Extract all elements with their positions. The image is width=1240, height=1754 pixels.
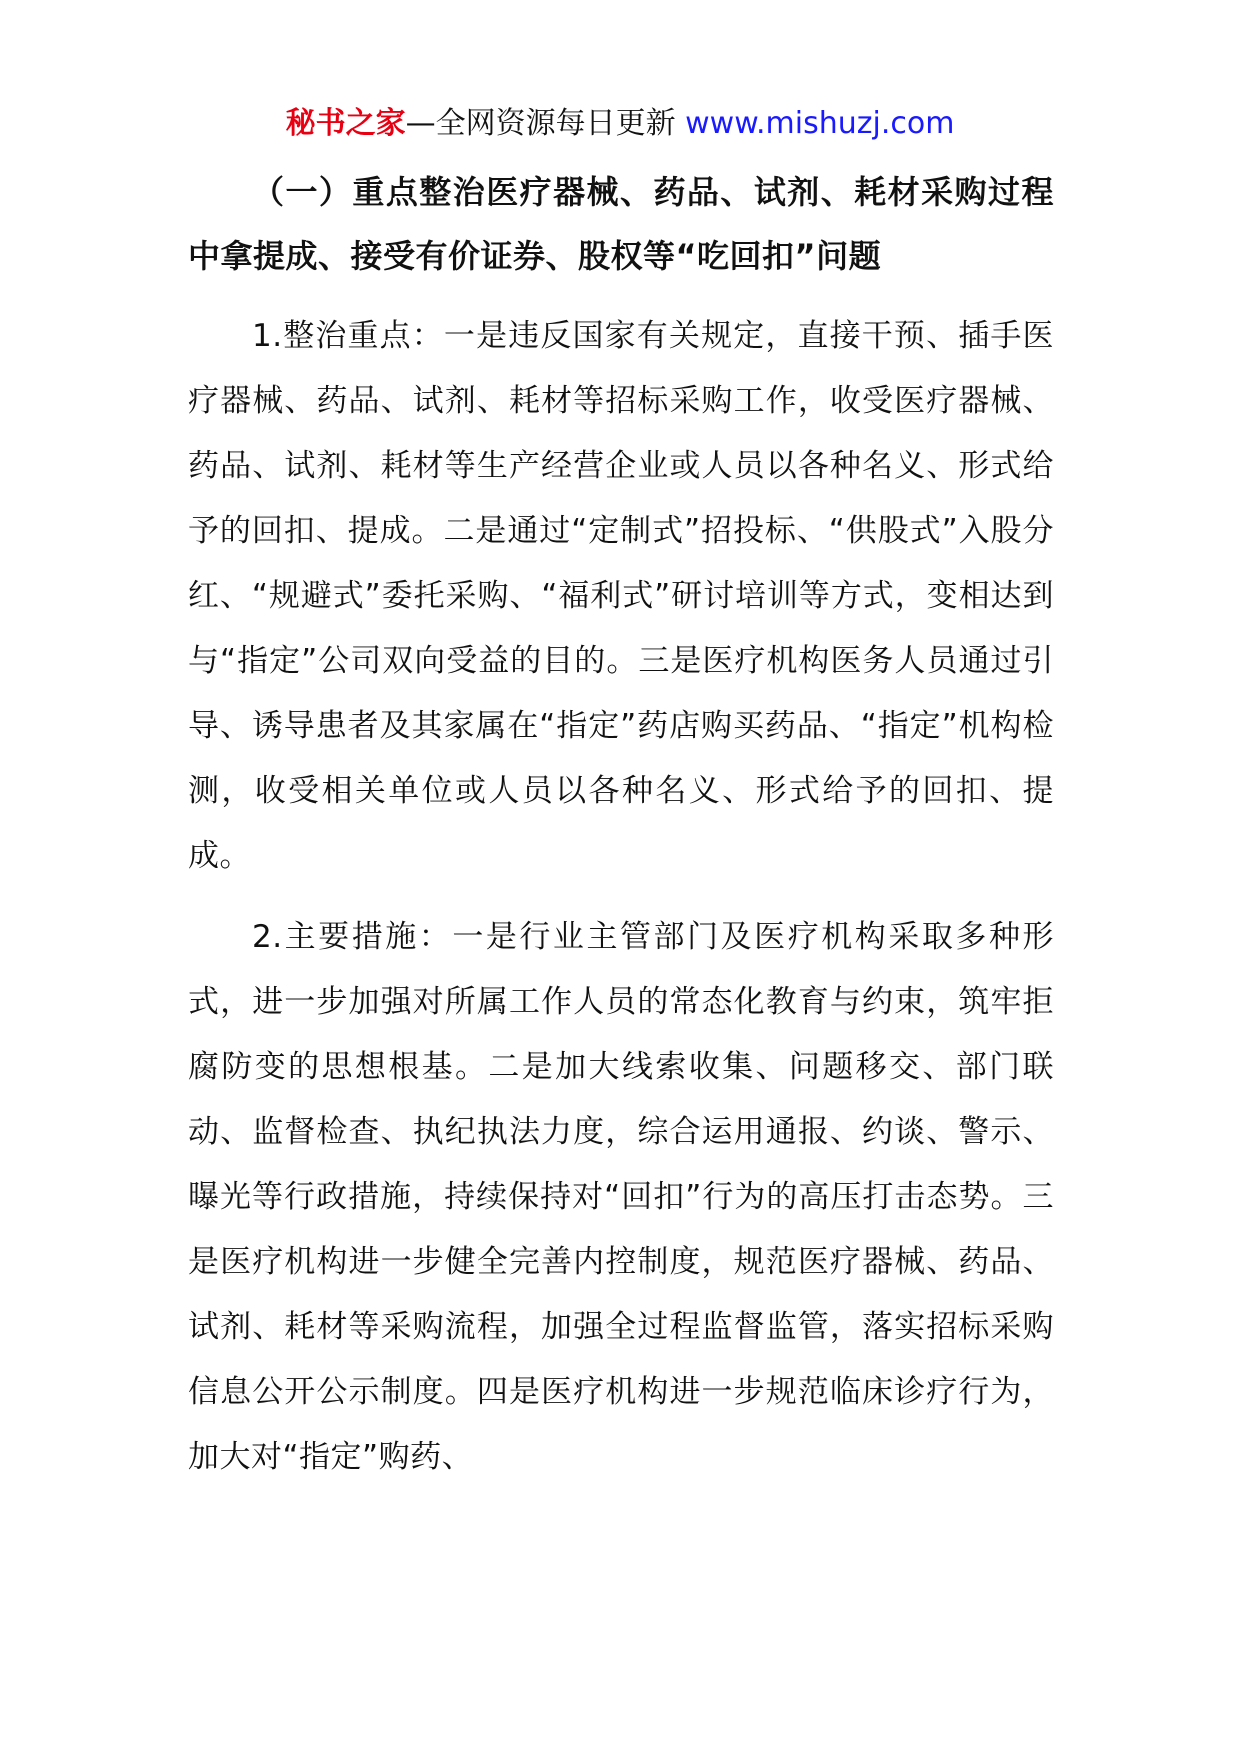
site-url-link[interactable]: www.mishuzj.com bbox=[685, 106, 955, 141]
document-body bbox=[188, 160, 1054, 1490]
paragraph-focus: 1.整治重点：一是违反国家有关规定，直接干预、插手医疗器械、药品、试剂、耗材等招标采购工作，收受医疗器械、药品、试剂、耗材等生产经营企业或人员以各种名义、形式给予的回扣、提成。二是通过“定制式”招投标、“供股式”入股分红、“规避式”委托采购、“福利式”研讨培训等方式，变相达到与“指定”公司双向受益的目的。三是医疗机构医务人员通过引导、诱导患者及其家属在“指定”药店购买药品、“指定”机构检测，收受相关单位或人员以各种名义、形式给予的回扣、提成。 bbox=[188, 318, 1054, 874]
site-brand: 秘书之家 bbox=[285, 106, 406, 141]
site-header bbox=[0, 104, 1240, 144]
section-heading: （一）重点整治医疗器械、药品、试剂、耗材采购过程中拿提成、接受有价证券、股权等“吃回扣”问题 bbox=[188, 173, 1054, 275]
site-tagline: —全网资源每日更新 bbox=[405, 106, 676, 141]
paragraph-measures: 2.主要措施：一是行业主管部门及医疗机构采取多种形式，进一步加强对所属工作人员的常态化教育与约束，筑牢拒腐防变的思想根基。二是加大线索收集、问题移交、部门联动、监督检查、执纪执法力度，综合运用通报、约谈、警示、曝光等行政措施，持续保持对“回扣”行为的高压打击态势。三是医疗机构进一步健全完善内控制度，规范医疗器械、药品、试剂、耗材等采购流程，加强全过程监督监管，落实招标采购信息公开公示制度。四是医疗机构进一步规范临床诊疗行为，加大对“指定”购药、 bbox=[188, 919, 1054, 1475]
